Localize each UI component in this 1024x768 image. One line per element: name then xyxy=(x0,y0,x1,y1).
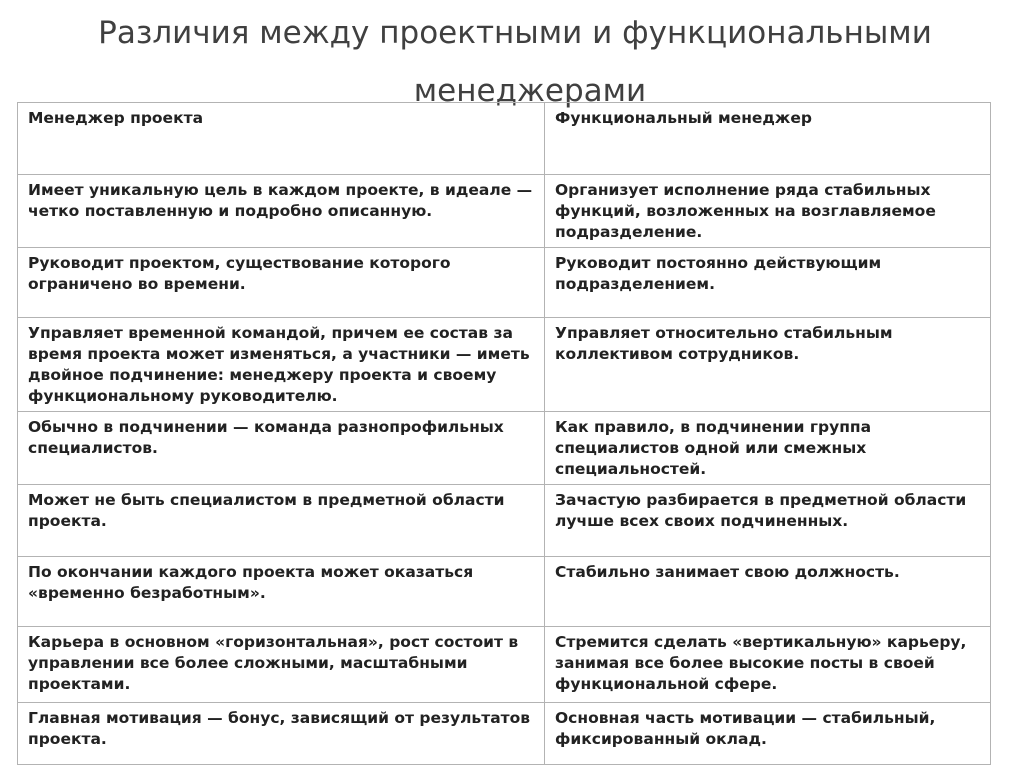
cell-project-manager: По окончании каждого проекта может оказаться «временно безработным». xyxy=(18,557,545,627)
cell-project-manager: Управляет временной командой, причем ее состав за время проекта может изменяться, а участники — иметь двойное подчинение: менеджеру проекта и своему функциональному руководителю. xyxy=(18,318,545,412)
cell-functional-manager: Стабильно занимает свою должность. xyxy=(545,557,991,627)
cell-functional-manager: Организует исполнение ряда стабильных функций, возложенных на возглавляемое подразделение. xyxy=(545,175,991,248)
cell-project-manager: Обычно в подчинении — команда разнопрофильных специалистов. xyxy=(18,412,545,485)
table-row xyxy=(18,412,991,485)
table-row xyxy=(18,485,991,557)
cell-functional-manager: Основная часть мотивации — стабильный, фиксированный оклад. xyxy=(545,703,991,765)
cell-functional-manager: Стремится сделать «вертикальную» карьеру, занимая все более высокие посты в своей функциональной сфере. xyxy=(545,627,991,703)
cell-project-manager: Руководит проектом, существование которого ограничено во времени. xyxy=(18,248,545,318)
cell-project-manager: Может не быть специалистом в предметной области проекта. xyxy=(18,485,545,557)
table-row xyxy=(18,318,991,412)
title-line-2: менеджерами xyxy=(413,73,647,109)
cell-functional-manager: Руководит постоянно действующим подразделением. xyxy=(545,248,991,318)
title-line-1: Различия между проектными и функциональными xyxy=(98,15,932,51)
table-row xyxy=(18,248,991,318)
cell-project-manager: Карьера в основном «горизонтальная», рост состоит в управлении все более сложными, масштабными проектами. xyxy=(18,627,545,703)
cell-functional-manager: Как правило, в подчинении группа специалистов одной или смежных специальностей. xyxy=(545,412,991,485)
table-row xyxy=(18,703,991,765)
table-header-row xyxy=(18,103,991,175)
comparison-table xyxy=(17,102,991,765)
cell-project-manager: Имеет уникальную цель в каждом проекте, в идеале — четко поставленную и подробно описанную. xyxy=(18,175,545,248)
cell-functional-manager: Управляет относительно стабильным коллективом сотрудников. xyxy=(545,318,991,412)
table-row xyxy=(18,627,991,703)
table-row xyxy=(18,557,991,627)
header-project-manager: Менеджер проекта xyxy=(18,103,545,175)
cell-project-manager: Главная мотивация — бонус, зависящий от результатов проекта. xyxy=(18,703,545,765)
table-row xyxy=(18,175,991,248)
header-functional-manager: Функциональный менеджер xyxy=(545,103,991,175)
cell-functional-manager: Зачастую разбирается в предметной области лучше всех своих подчиненных. xyxy=(545,485,991,557)
